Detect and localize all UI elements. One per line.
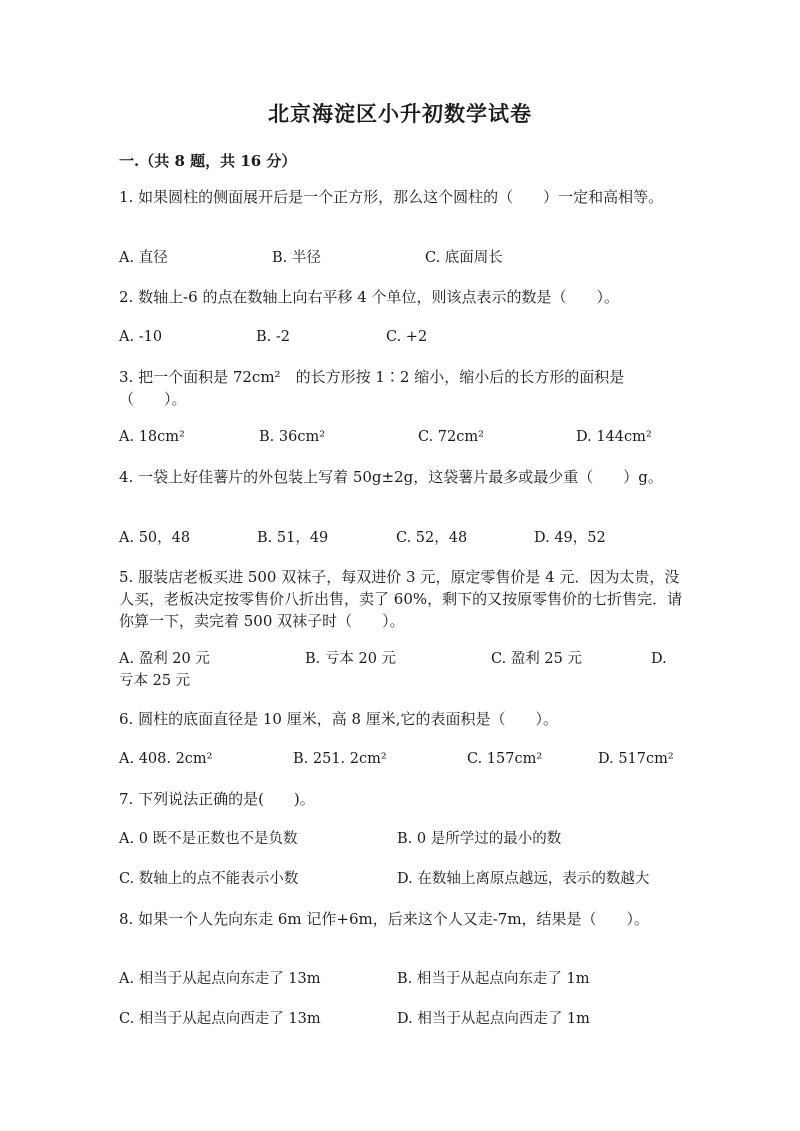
page-title: 北京海淀区小升初数学试卷 (268, 101, 532, 126)
q4-option-c[interactable]: C. 52，48 (396, 530, 468, 546)
q7-option-b[interactable]: B. 0 是所学过的最小的数 (397, 831, 562, 847)
q2-option-b[interactable]: B. -2 (256, 329, 290, 345)
question-3: 3. 把一个面积是 72cm² 的长方形按 1∶2 缩小，缩小后的长方形的面积是（ ）。 (119, 368, 625, 408)
q5-option-d-prefix[interactable]: D. (651, 651, 667, 667)
q4-option-b[interactable]: B. 51，49 (257, 530, 329, 546)
q5-option-d-text: 亏本 25 元 (119, 673, 191, 689)
q2-option-c[interactable]: C. +2 (386, 329, 428, 345)
q8-option-d[interactable]: D. 相当于从起点向西走了 1m (397, 1011, 590, 1027)
question-7: 7. 下列说法正确的是( )。 (119, 790, 315, 808)
q3-option-a[interactable]: A. 18cm² (119, 429, 185, 445)
q2-option-a[interactable]: A. -10 (119, 329, 163, 345)
section-heading: 一.（共 8 题，共 16 分） (119, 152, 297, 170)
q6-option-d[interactable]: D. 517cm² (598, 751, 674, 767)
q3-option-c[interactable]: C. 72cm² (418, 429, 484, 445)
q5-option-d[interactable] (119, 670, 190, 692)
q8-option-b[interactable]: B. 相当于从起点向东走了 1m (397, 971, 590, 987)
question-4: 4. 一袋上好佳薯片的外包装上写着 50g±2g，这袋薯片最多或最少重（ ）g。 (119, 468, 663, 486)
question-1: 1. 如果圆柱的侧面展开后是一个正方形，那么这个圆柱的（ ）一定和高相等。 (119, 188, 664, 206)
q5-option-b[interactable]: B. 亏本 20 元 (305, 651, 397, 667)
q1-option-a[interactable]: A. 直径 (119, 250, 168, 266)
question-5: 5. 服装店老板买进 500 双袜子，每双进价 3 元，原定零售价是 4 元．因为太贵，没人买，老板决定按零售价八折出售，卖了 60%，剩下的又按原零售价的七折售完．请你算一下，卖完着 500 双袜子时（ ）。 (119, 568, 683, 630)
q5-option-c[interactable]: C. 盈利 25 元 (491, 651, 582, 667)
question-2: 2. 数轴上-6 的点在数轴上向右平移 4 个单位，则该点表示的数是（ ）。 (119, 288, 620, 306)
q7-option-a[interactable]: A. 0 既不是正数也不是负数 (119, 831, 298, 847)
q8-option-c[interactable]: C. 相当于从起点向西走了 13m (119, 1011, 321, 1027)
q4-option-a[interactable]: A. 50，48 (119, 530, 191, 546)
q6-option-a[interactable]: A. 408. 2cm² (119, 751, 213, 767)
q6-option-b[interactable]: B. 251. 2cm² (293, 751, 387, 767)
q6-option-c[interactable]: C. 157cm² (467, 751, 543, 767)
question-8: 8. 如果一个人先向东走 6m 记作+6m，后来这个人又走-7m，结果是（ ）。 (119, 910, 650, 928)
q1-option-c[interactable]: C. 底面周长 (425, 250, 503, 266)
q5-option-a[interactable]: A. 盈利 20 元 (119, 651, 210, 667)
question-6: 6. 圆柱的底面直径是 10 厘米，高 8 厘米,它的表面积是（ ）。 (119, 710, 559, 728)
q3-option-b[interactable]: B. 36cm² (259, 429, 326, 445)
q3-option-d[interactable]: D. 144cm² (576, 429, 652, 445)
q4-option-d[interactable]: D. 49，52 (534, 530, 606, 546)
q8-option-a[interactable]: A. 相当于从起点向东走了 13m (119, 971, 321, 987)
q1-option-b[interactable]: B. 半径 (272, 250, 321, 266)
q7-option-c[interactable]: C. 数轴上的点不能表示小数 (119, 871, 299, 887)
q7-option-d[interactable]: D. 在数轴上离原点越远，表示的数越大 (397, 871, 650, 887)
